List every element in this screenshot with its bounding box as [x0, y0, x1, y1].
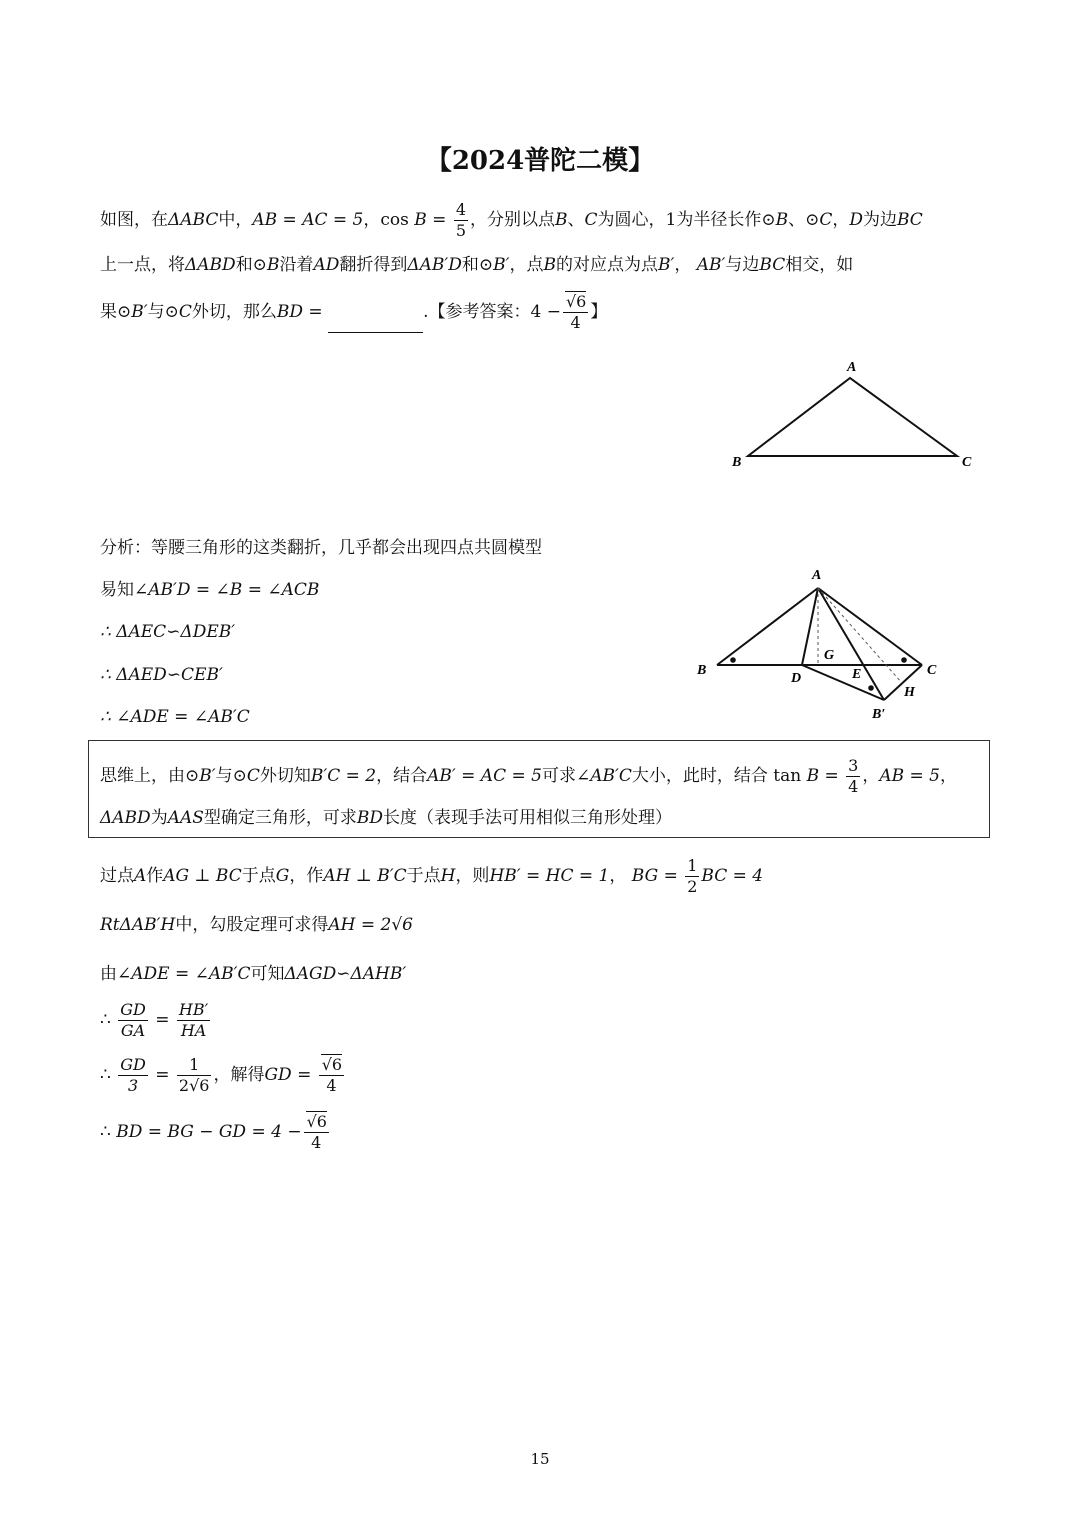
- angle-mark-b-prime: [868, 685, 874, 691]
- angle-mark-c: [901, 657, 907, 663]
- label-d: D: [791, 671, 802, 686]
- page-title: 【2024普陀二模】: [425, 146, 655, 176]
- solution-line-3: 由∠ADE = ∠AB′C可知ΔAGD∽ΔAHB′: [100, 964, 407, 984]
- analysis-line-4: ∴ ΔAED∽CEB′: [100, 665, 223, 685]
- label-b: B: [697, 663, 707, 678]
- answer-blank: [328, 314, 423, 333]
- problem-line-3: 果⊙B′与⊙C外切，那么BD = .【参考答案：4 − $\frac{√6}{4}$ 】: [100, 292, 608, 332]
- fraction-3-4: $\frac{3}{4}$: [848, 756, 859, 796]
- reference-answer: 4 − $\frac{√6}{4}$: [530, 292, 587, 332]
- solution-line-2: RtΔAB′H中，勾股定理可求得AH = 2√6: [100, 915, 413, 935]
- triangle-abc: [748, 378, 957, 456]
- label-a: A: [812, 568, 822, 583]
- label-b: B: [732, 455, 742, 470]
- box-line-1: 思维上，由⊙B′与⊙C外切知B′C = 2，结合AB′ = AC = 5可求∠AB′C大小，此时，结合 tan B = $\frac{3}{4}$ ，AB = 5，: [100, 756, 957, 796]
- label-e: E: [852, 667, 862, 682]
- label-h: H: [904, 685, 915, 700]
- label-g: G: [824, 648, 835, 663]
- analysis-line-5: ∴ ∠ADE = ∠AB′C: [100, 707, 250, 727]
- problem-line-1: 如图，在ΔABC中，AB = AC = 5，cos B = $\frac{4}{5}$ ，分别以点B、C为圆心，1为半径长作⊙B、⊙C，D为边BC: [100, 200, 923, 240]
- solution-line-1: 过点A作AG ⊥ BC于点G，作AH ⊥ B′C于点H，则HB′ = HC = 1， BG = $\frac{1}{2}$ BC = 4: [100, 856, 764, 896]
- label-a: A: [847, 360, 857, 375]
- segment-ab: [717, 588, 818, 665]
- figure-fold-diagram: [690, 562, 960, 727]
- figure-triangle-abc: [720, 355, 990, 475]
- analysis-line-1: 分析：等腰三角形的这类翻折，几乎都会出现四点共圆模型: [100, 538, 542, 558]
- segment-db-prime: [802, 665, 884, 700]
- segment-ab-prime: [818, 588, 884, 700]
- label-c: C: [927, 663, 937, 678]
- box-line-2: ΔABD为AAS型确定三角形，可求BD长度（表现手法可用相似三角形处理）: [100, 808, 673, 828]
- fraction-4-5: $\frac{4}{5}$: [455, 200, 466, 240]
- segment-b-prime-c: [884, 665, 922, 700]
- analysis-line-2: 易知∠AB′D = ∠B = ∠ACB: [100, 580, 320, 600]
- label-c: C: [962, 455, 972, 470]
- solution-line-4: ∴ $\frac{GD}{GA}$ = $\frac{HB'}{HA}$: [100, 1000, 209, 1040]
- solution-line-5: ∴ $\frac{GD}{3}$ = $\frac{1}{2√6}$ ，解得GD = $\frac{√6}{4}$: [100, 1055, 343, 1095]
- angle-mark-b: [730, 657, 736, 663]
- solution-line-6: ∴ BD = BG − GD = 4 − $\frac{√6}{4}$: [100, 1112, 327, 1152]
- analysis-line-3: ∴ ΔAEC∽ΔDEB′: [100, 622, 236, 642]
- fraction-1-2: $\frac{1}{2}$: [687, 856, 698, 896]
- problem-line-2: 上一点，将ΔABD和⊙B沿着AD翻折得到ΔAB′D和⊙B′，点B的对应点为点B′， AB′与边BC相交，如: [100, 255, 854, 275]
- page-number: 15: [530, 1450, 550, 1468]
- label-b-prime: B′: [872, 707, 886, 722]
